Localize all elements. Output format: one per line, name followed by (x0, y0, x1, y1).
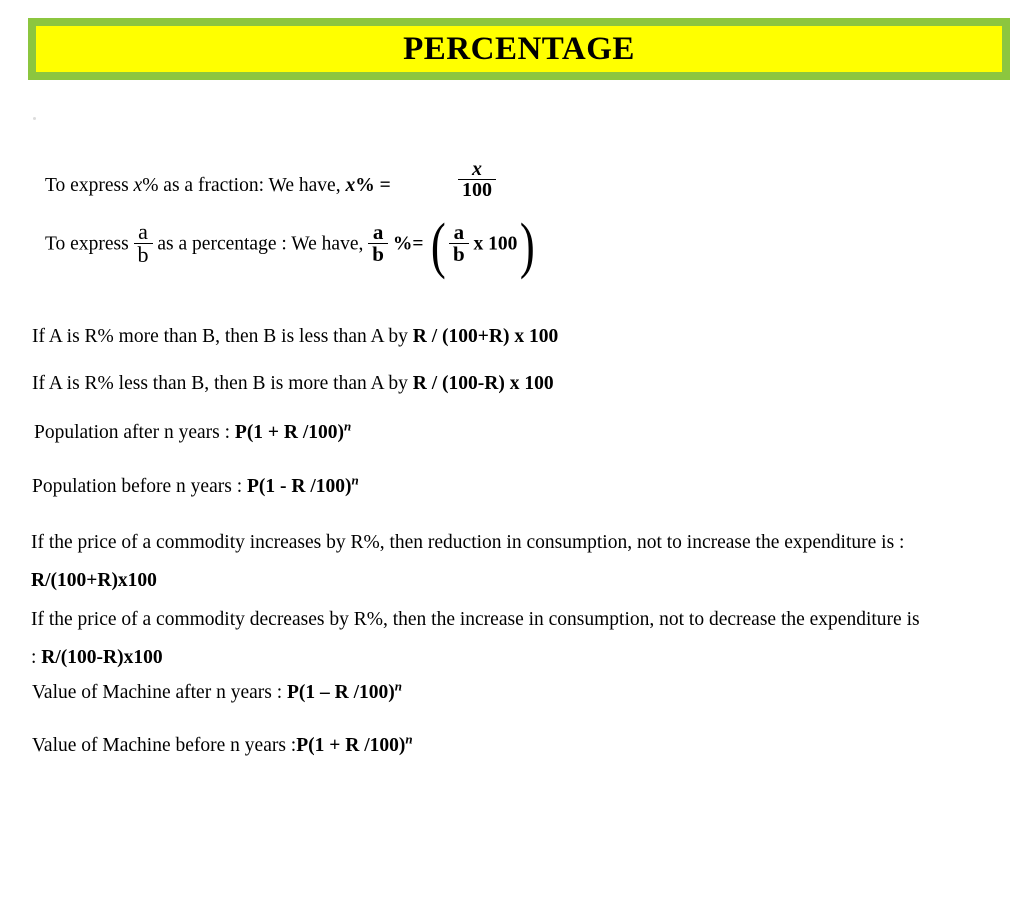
fraction-numerator: a (372, 220, 384, 245)
fraction-numerator: a (138, 219, 148, 244)
rule-price-increase (31, 524, 993, 600)
fraction-a-over-b-bold (368, 222, 388, 266)
fraction-denominator: b (449, 243, 469, 265)
fraction-denominator: 100 (458, 179, 496, 200)
rule-exponent: n (344, 418, 352, 434)
rule-exponent: n (394, 678, 403, 694)
rule-formula: P(1 - R /100) (247, 476, 352, 497)
page-title: PERCENTAGE (403, 30, 635, 67)
rule-exponent: n (405, 731, 413, 747)
rule-machine-after (32, 680, 402, 706)
rule-text: Population before n years : (32, 476, 247, 497)
fraction-a-over-b-plain (134, 221, 153, 267)
rule-text: Value of Machine after n years : (32, 682, 288, 703)
decorative-speck (33, 117, 36, 120)
fraction-x-over-100-wrap (458, 160, 496, 202)
rule-text: Value of Machine before n years : (32, 735, 297, 756)
rule-formula: R/(100+R)x100 (31, 570, 157, 591)
fraction-numerator: x (472, 158, 482, 180)
definition-express-fraction-as-percentage: To express $\frac{a}{b}$ as a percentage : We have, $\frac{a}{b}$ %= ( $\frac{a}{b}$ x 100) (45, 211, 536, 280)
fraction-numerator: a (453, 220, 465, 245)
fraction-a-over-b-inner (449, 222, 469, 266)
rule-formula: P(1 + R /100) (234, 422, 345, 443)
title-banner-inner (36, 26, 1002, 72)
definition-1-lead: To express (45, 175, 134, 196)
rule-more-than (32, 324, 558, 350)
rule-text: If the price of a commodity decreases by R%, then the increase in consumption, not to decrease the expenditure is : (31, 609, 920, 668)
definition-2-multiplier: x 100 (473, 233, 518, 255)
definition-2-lead-2: as a percentage : We have, (152, 233, 369, 255)
rule-text: If A is R% less than B, then B is more than A by (32, 373, 413, 394)
rule-machine-before (32, 733, 413, 759)
definition-1-bold-variable: x (345, 175, 356, 196)
definition-1-percent-equals: % = (355, 175, 391, 196)
rule-formula: R / (100+R) x 100 (412, 326, 559, 347)
fraction-x-over-100 (458, 159, 496, 201)
rule-formula: P(1 + R /100) (296, 735, 406, 756)
rule-population-before (32, 474, 359, 500)
rule-formula: R / (100-R) x 100 (412, 373, 554, 394)
rule-exponent: n (351, 472, 359, 488)
definition-2-percent-equals: %= (392, 233, 424, 255)
title-banner (28, 18, 1010, 80)
rule-formula: P(1 – R /100) (287, 682, 395, 703)
rule-population-after (34, 420, 351, 446)
rule-text: If A is R% more than B, then B is less than A by (32, 326, 413, 347)
rule-text: Population after n years : (34, 422, 235, 443)
rule-price-decrease (31, 601, 921, 677)
fraction-denominator: b (368, 243, 388, 265)
fraction-denominator: b (134, 243, 153, 266)
definition-express-percent-as-fraction (45, 173, 391, 199)
rule-less-than (32, 371, 554, 397)
rule-text: If the price of a commodity increases by R%, then reduction in consumption, not to increase the expenditure is : (31, 532, 905, 553)
definition-2-lead: To express (45, 233, 134, 255)
definition-1-variable: x (133, 175, 143, 196)
rule-formula: R/(100-R)x100 (41, 647, 163, 668)
definition-1-lead-2: % as a fraction: We have, (142, 175, 346, 196)
